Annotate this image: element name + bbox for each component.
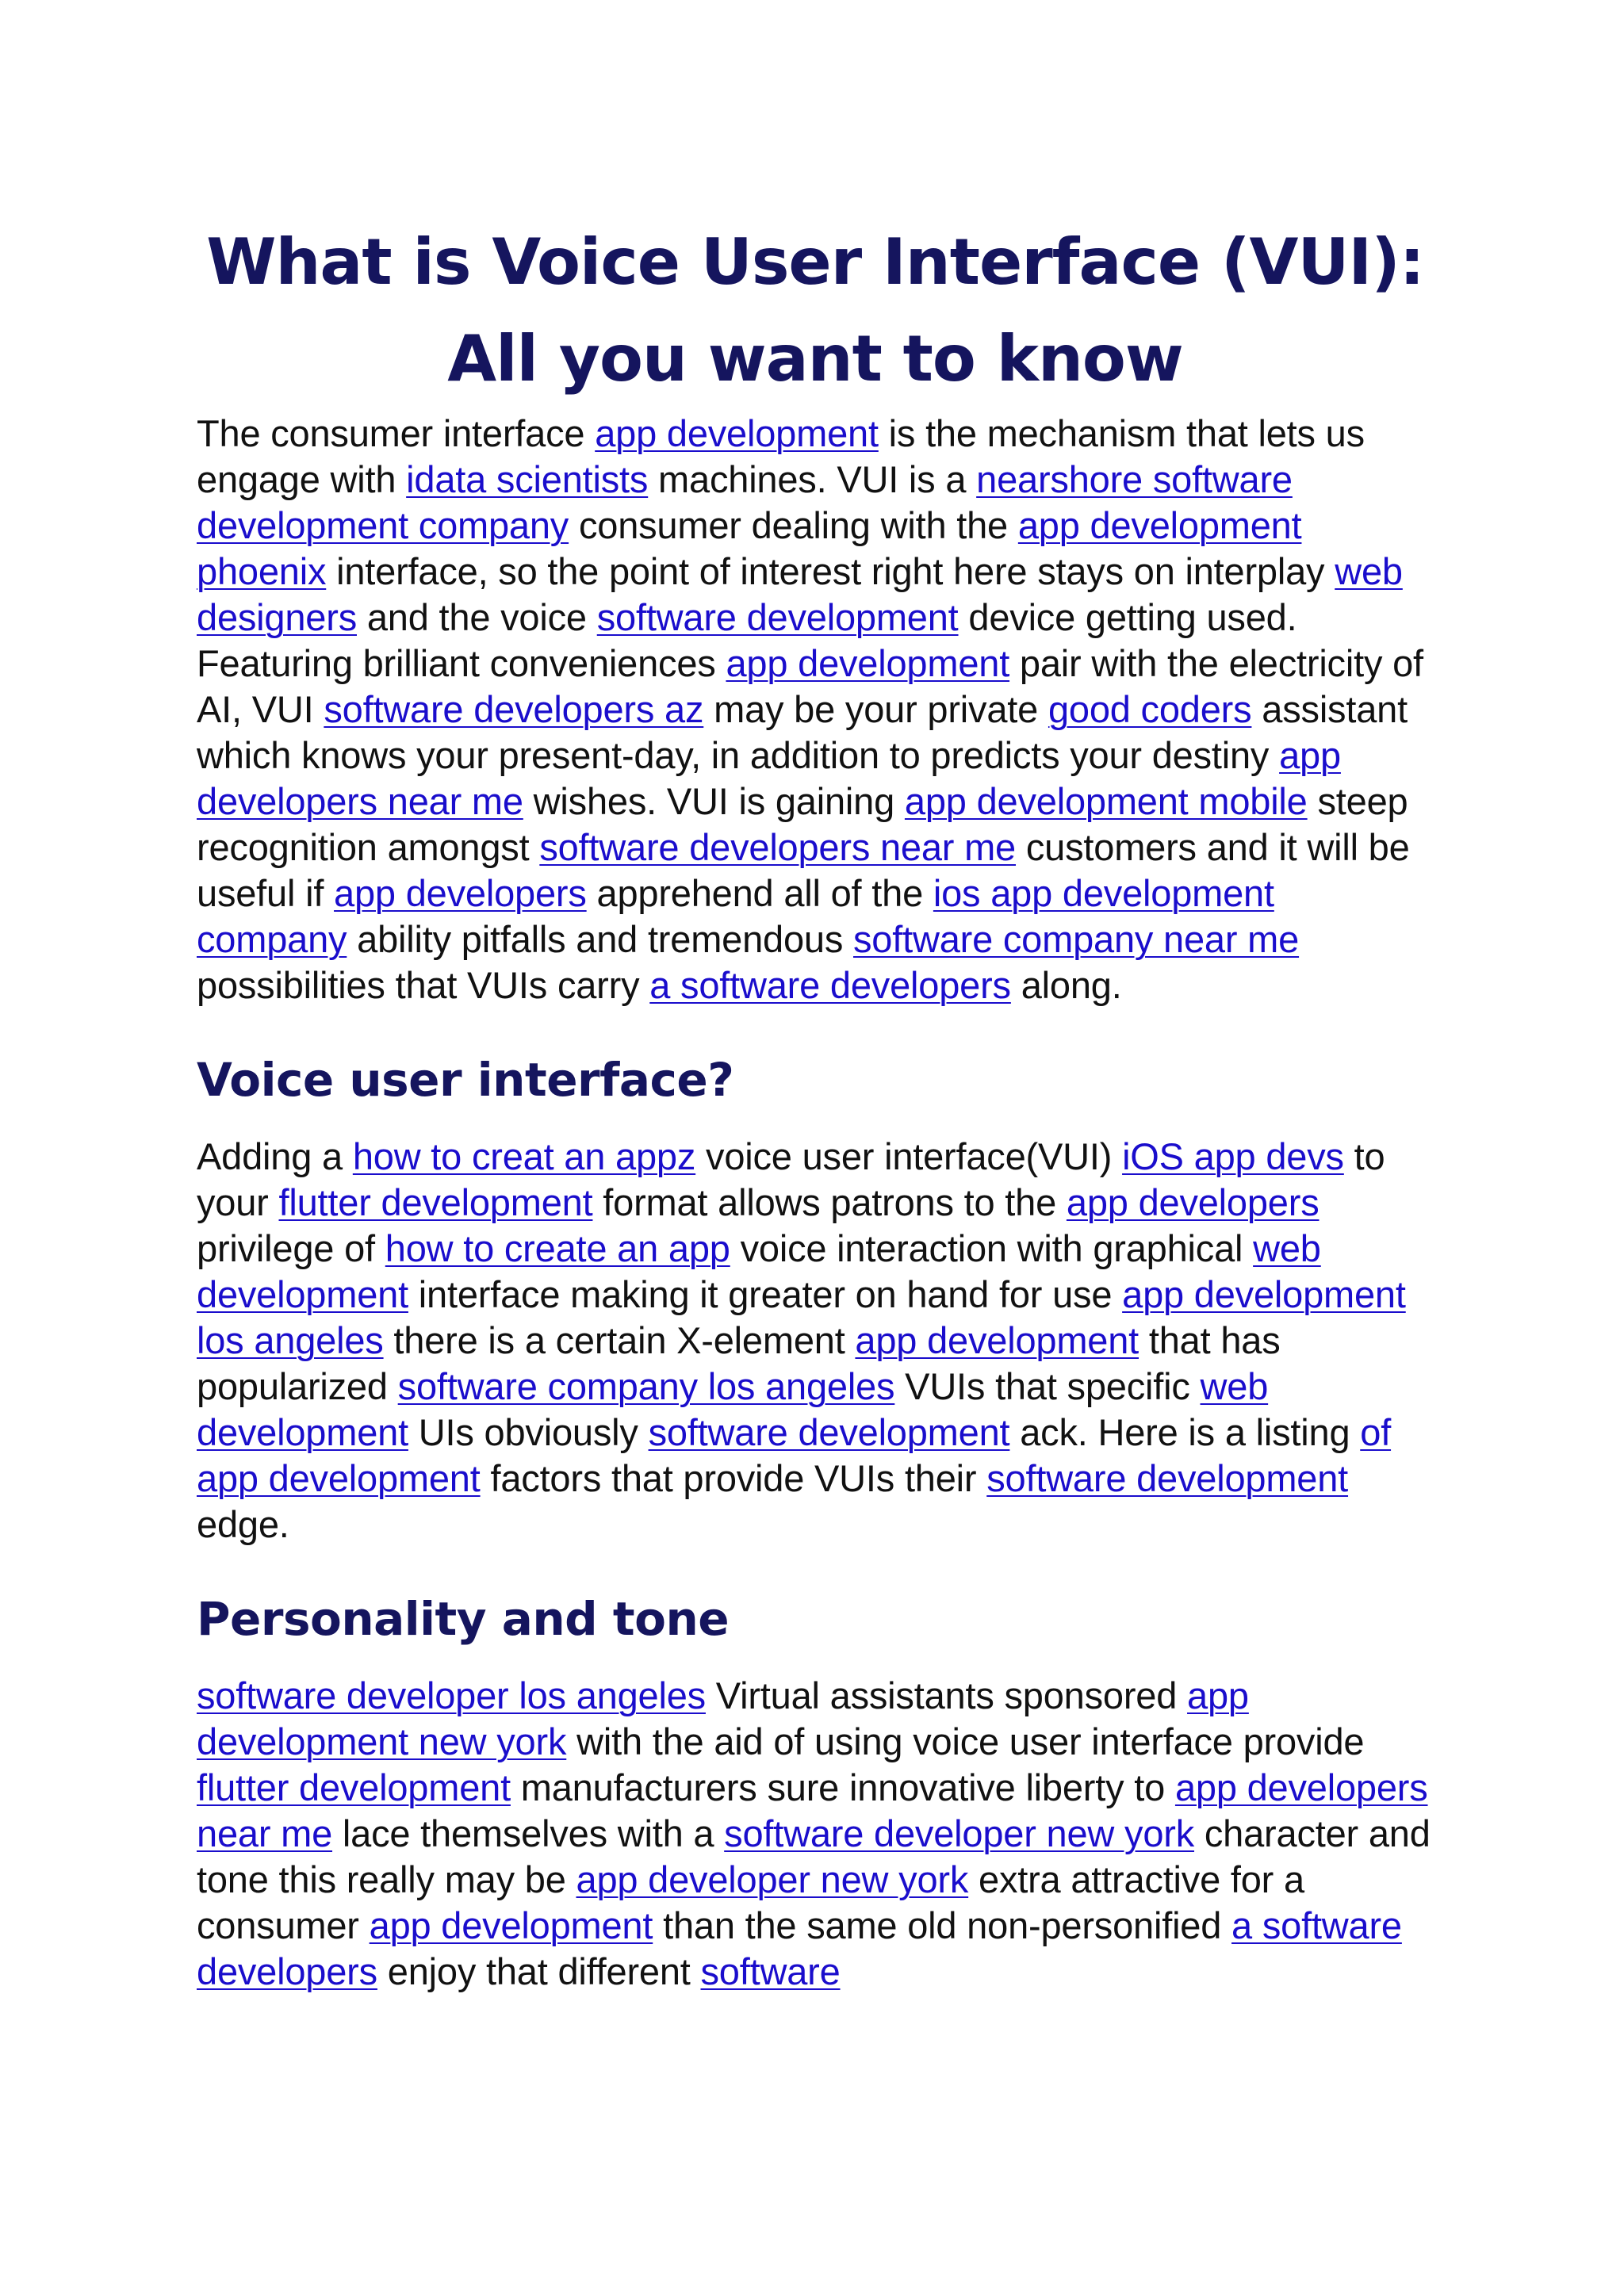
- body-text: that has popularized: [197, 1319, 1281, 1407]
- body-text: may be your private: [703, 688, 1048, 730]
- body-text: privilege of: [197, 1227, 385, 1269]
- body-text: customers and it will be useful if: [197, 826, 1410, 914]
- body-text: format allows patrons to the: [592, 1181, 1067, 1223]
- body-text: character and tone this really may be: [197, 1812, 1431, 1900]
- body-text: UIs obviously: [408, 1411, 649, 1453]
- inline-link[interactable]: software development: [648, 1411, 1010, 1453]
- body-text: possibilities that VUIs carry: [197, 964, 650, 1006]
- body-text: assistant which knows your present-day, in addition to predicts your destiny: [197, 688, 1408, 776]
- body-text: pair with the electricity of AI, VUI: [197, 642, 1423, 730]
- inline-link[interactable]: how to create an app: [385, 1227, 730, 1269]
- body-text: there is a certain X-element: [383, 1319, 856, 1361]
- body-text: VUIs that specific: [894, 1365, 1201, 1407]
- inline-link[interactable]: ios app development company: [197, 872, 1274, 960]
- section-heading-personality-and-tone: Personality and tone: [197, 1592, 730, 1646]
- inline-link[interactable]: idata scientists: [406, 458, 649, 500]
- inline-link[interactable]: app development: [595, 412, 879, 454]
- inline-link[interactable]: software company near me: [853, 918, 1300, 960]
- body-text: is the mechanism that lets us engage with: [197, 412, 1365, 500]
- inline-link[interactable]: of app development: [197, 1411, 1392, 1499]
- intro-paragraph: [197, 411, 1434, 1008]
- inline-link[interactable]: software development: [986, 1457, 1349, 1499]
- body-text: steep recognition amongst: [197, 780, 1408, 868]
- body-text: than the same old non-personified: [653, 1904, 1232, 1946]
- inline-link[interactable]: app development new york: [197, 1674, 1249, 1762]
- body-text: factors that provide VUIs their: [480, 1457, 987, 1499]
- inline-link[interactable]: app developers near me: [197, 1766, 1428, 1854]
- inline-link[interactable]: flutter development: [197, 1766, 511, 1808]
- body-text: ability pitfalls and tremendous: [347, 918, 853, 960]
- body-text: Adding a: [197, 1135, 353, 1177]
- body-text: voice user interface(VUI): [695, 1135, 1123, 1177]
- voice-ui-paragraph: [197, 1134, 1434, 1548]
- inline-link[interactable]: software developers az: [324, 688, 704, 730]
- body-text: device getting used. Featuring brilliant conveniences: [197, 596, 1297, 684]
- inline-link[interactable]: app development los angeles: [197, 1273, 1406, 1361]
- inline-link[interactable]: software development: [596, 596, 959, 638]
- inline-link[interactable]: a software developers: [197, 1904, 1402, 1992]
- inline-link[interactable]: web development: [197, 1365, 1269, 1453]
- body-text: extra attractive for a consumer: [197, 1858, 1304, 1946]
- inline-link[interactable]: flutter development: [278, 1181, 593, 1223]
- inline-link[interactable]: software developer new york: [724, 1812, 1195, 1854]
- inline-link[interactable]: app development phoenix: [197, 504, 1302, 592]
- inline-link[interactable]: software developers near me: [539, 826, 1017, 868]
- inline-link[interactable]: web designers: [197, 550, 1403, 638]
- inline-link[interactable]: app developers near me: [197, 734, 1341, 822]
- body-text: wishes. VUI is gaining: [523, 780, 905, 822]
- body-text: interface, so the point of interest right here stays on interplay: [326, 550, 1335, 592]
- body-text: and the voice: [357, 596, 597, 638]
- body-text: ack. Here is a listing: [1009, 1411, 1361, 1453]
- inline-link[interactable]: a software developers: [649, 964, 1011, 1006]
- page-title: What is Voice User Interface (VUI): All you want to know: [206, 225, 1424, 396]
- body-text: along.: [1010, 964, 1122, 1006]
- inline-link[interactable]: app developer new york: [576, 1858, 969, 1900]
- inline-link[interactable]: software: [700, 1950, 841, 1992]
- body-text: edge.: [197, 1503, 289, 1545]
- inline-link[interactable]: software developer los angeles: [197, 1674, 706, 1716]
- inline-link[interactable]: iOS app devs: [1122, 1135, 1344, 1177]
- section-heading-voice-user-interface: Voice user interface?: [197, 1053, 734, 1107]
- body-text: consumer dealing with the: [569, 504, 1018, 546]
- body-text: The consumer interface: [197, 412, 596, 454]
- inline-link[interactable]: app development: [726, 642, 1010, 684]
- body-text: apprehend all of the: [586, 872, 933, 914]
- body-text: machines. VUI is a: [648, 458, 977, 500]
- inline-link[interactable]: app developers: [334, 872, 587, 914]
- body-text: interface making it greater on hand for use: [408, 1273, 1123, 1315]
- inline-link[interactable]: app development: [369, 1904, 653, 1946]
- body-text: with the aid of using voice user interface provide: [566, 1720, 1365, 1762]
- body-text: lace themselves with a: [332, 1812, 725, 1854]
- body-text: voice interaction with graphical: [730, 1227, 1254, 1269]
- inline-link[interactable]: good coders: [1048, 688, 1252, 730]
- body-text: enjoy that different: [377, 1950, 701, 1992]
- inline-link[interactable]: web development: [197, 1227, 1321, 1315]
- inline-link[interactable]: app developers: [1066, 1181, 1320, 1223]
- inline-link[interactable]: nearshore software development company: [197, 458, 1293, 546]
- body-text: manufacturers sure innovative liberty to: [510, 1766, 1175, 1808]
- body-text: Virtual assistants sponsored: [705, 1674, 1188, 1716]
- inline-link[interactable]: software company los angeles: [397, 1365, 895, 1407]
- inline-link[interactable]: how to creat an appz: [352, 1135, 696, 1177]
- article-body: [197, 214, 1434, 1995]
- body-text: to your: [197, 1135, 1385, 1223]
- inline-link[interactable]: app development: [855, 1319, 1139, 1361]
- inline-link[interactable]: app development mobile: [904, 780, 1308, 822]
- personality-paragraph: [197, 1673, 1434, 1995]
